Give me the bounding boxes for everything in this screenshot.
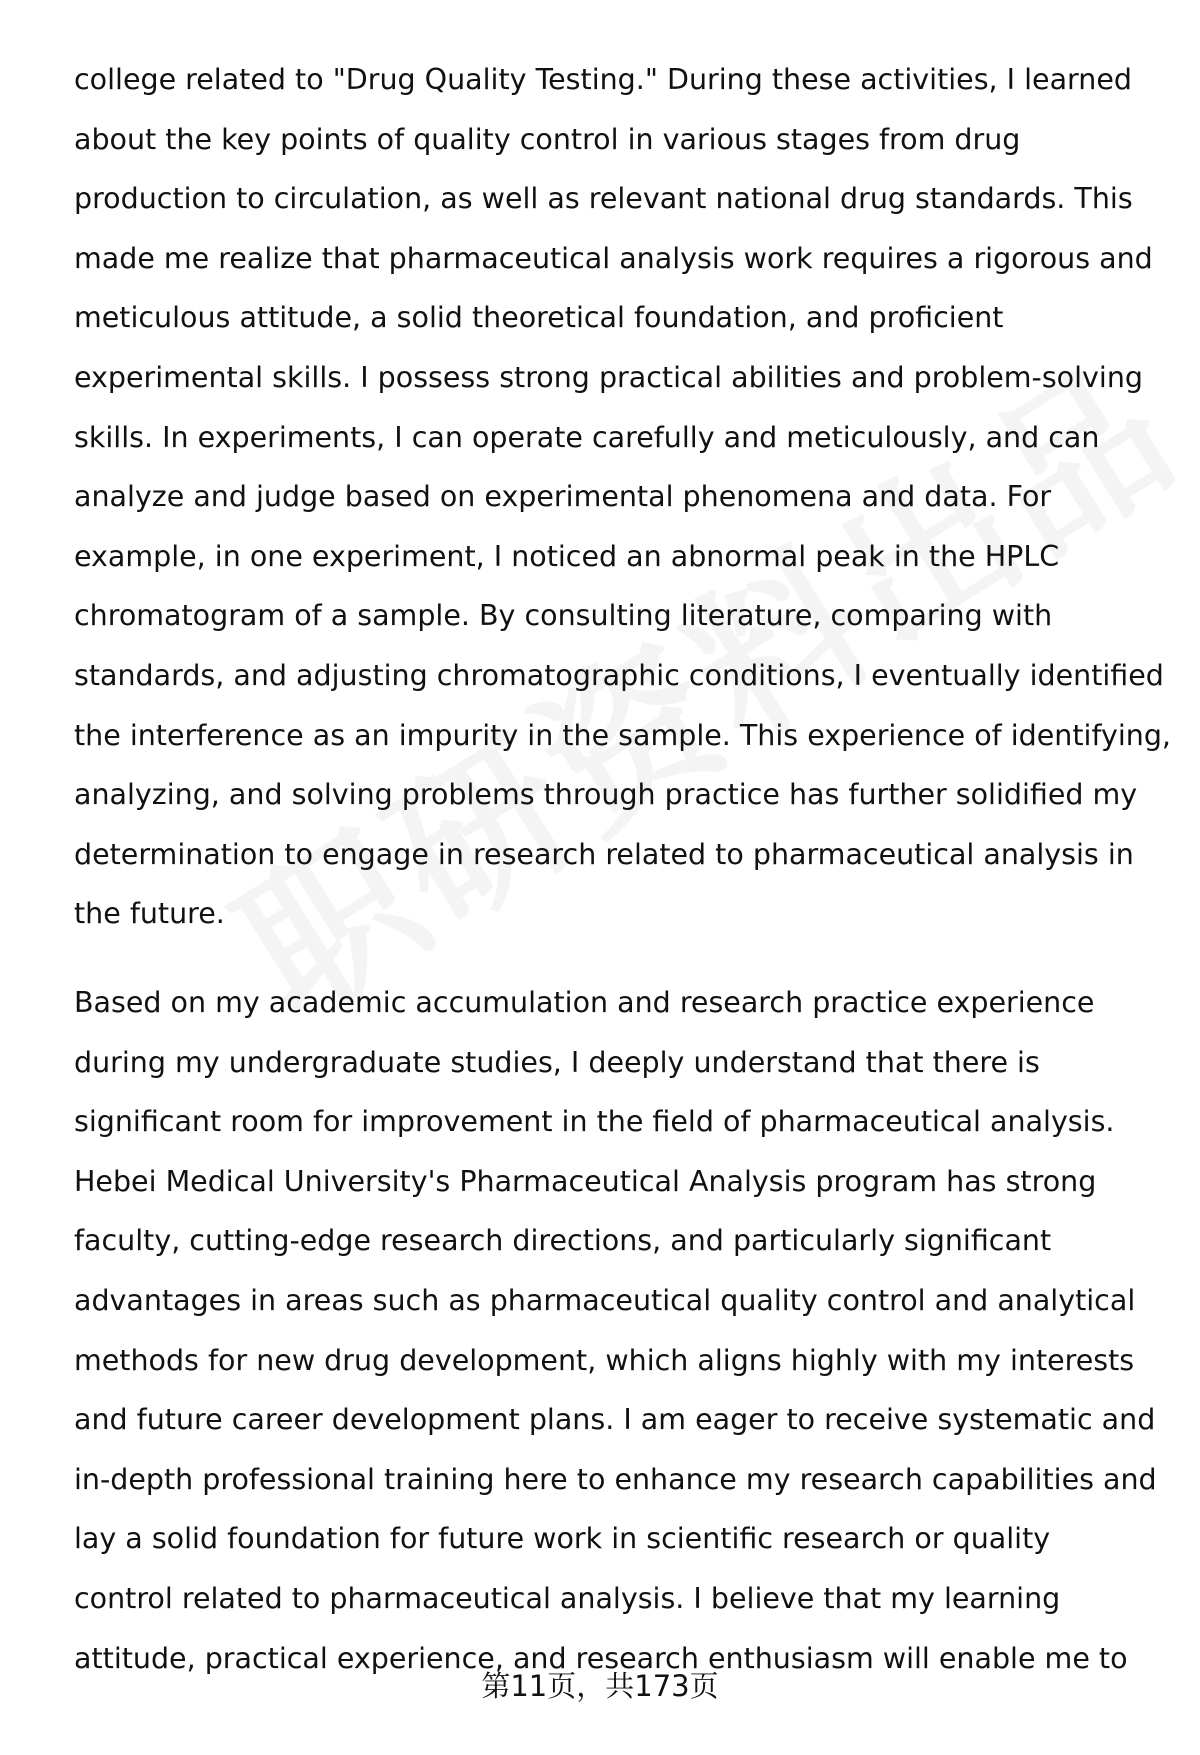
text-line: during my undergraduate studies, I deeply understand that there is (74, 1045, 1040, 1079)
text-line: skills. In experiments, I can operate carefully and meticulously, and can (74, 420, 1100, 454)
text-line: experimental skills. I possess strong practical abilities and problem-solving (74, 360, 1143, 394)
text-line: production to circulation, as well as relevant national drug standards. This (74, 182, 1133, 216)
text-line: control related to pharmaceutical analysis. I believe that my learning (74, 1581, 1061, 1615)
text-line: the interference as an impurity in the sample. This experience of identifying, (74, 718, 1171, 752)
text-line: and future career development plans. I am eager to receive systematic and (74, 1403, 1156, 1437)
text-line: example, in one experiment, I noticed an abnormal peak in the HPLC (74, 539, 1060, 573)
text-line: attitude, practical experience, and research enthusiasm will enable me to (74, 1641, 1128, 1675)
text-line: faculty, cutting-edge research directions, and particularly significant (74, 1224, 1052, 1258)
text-line: standards, and adjusting chromatographic conditions, I eventually identified (74, 658, 1164, 692)
text-line: Based on my academic accumulation and research practice experience (74, 986, 1095, 1019)
text-line: determination to engage in research related to pharmaceutical analysis in (74, 837, 1134, 871)
text-line: in-depth professional training here to enhance my research capabilities and (74, 1462, 1157, 1496)
text-line: methods for new drug development, which aligns highly with my interests (74, 1343, 1135, 1377)
text-line: chromatogram of a sample. By consulting literature, comparing with (74, 599, 1053, 633)
text-line: about the key points of quality control in various stages from drug (74, 122, 1021, 156)
page-number-footer: 第11页，共173页 (481, 1669, 719, 1703)
text-line: lay a solid foundation for future work in scientific research or quality (74, 1522, 1051, 1556)
text-line: meticulous attitude, a solid theoretical foundation, and proficient (74, 301, 1004, 335)
text-line: the future. (74, 897, 225, 931)
text-line: made me realize that pharmaceutical analysis work requires a rigorous and (74, 241, 1153, 275)
text-line: significant room for improvement in the field of pharmaceutical analysis. (74, 1105, 1115, 1139)
text-line: Hebei Medical University's Pharmaceutical Analysis program has strong (74, 1164, 1097, 1198)
text-line: college related to "Drug Quality Testing." During these activities, I learned (74, 63, 1132, 96)
paragraph-1 (74, 50, 1171, 944)
text-line: analyzing, and solving problems through practice has further solidified my (74, 778, 1138, 812)
text-line: advantages in areas such as pharmaceutical quality control and analytical (74, 1283, 1136, 1317)
paragraph-2 (74, 973, 1164, 1688)
text-line: analyze and judge based on experimental phenomena and data. For (74, 480, 1052, 514)
